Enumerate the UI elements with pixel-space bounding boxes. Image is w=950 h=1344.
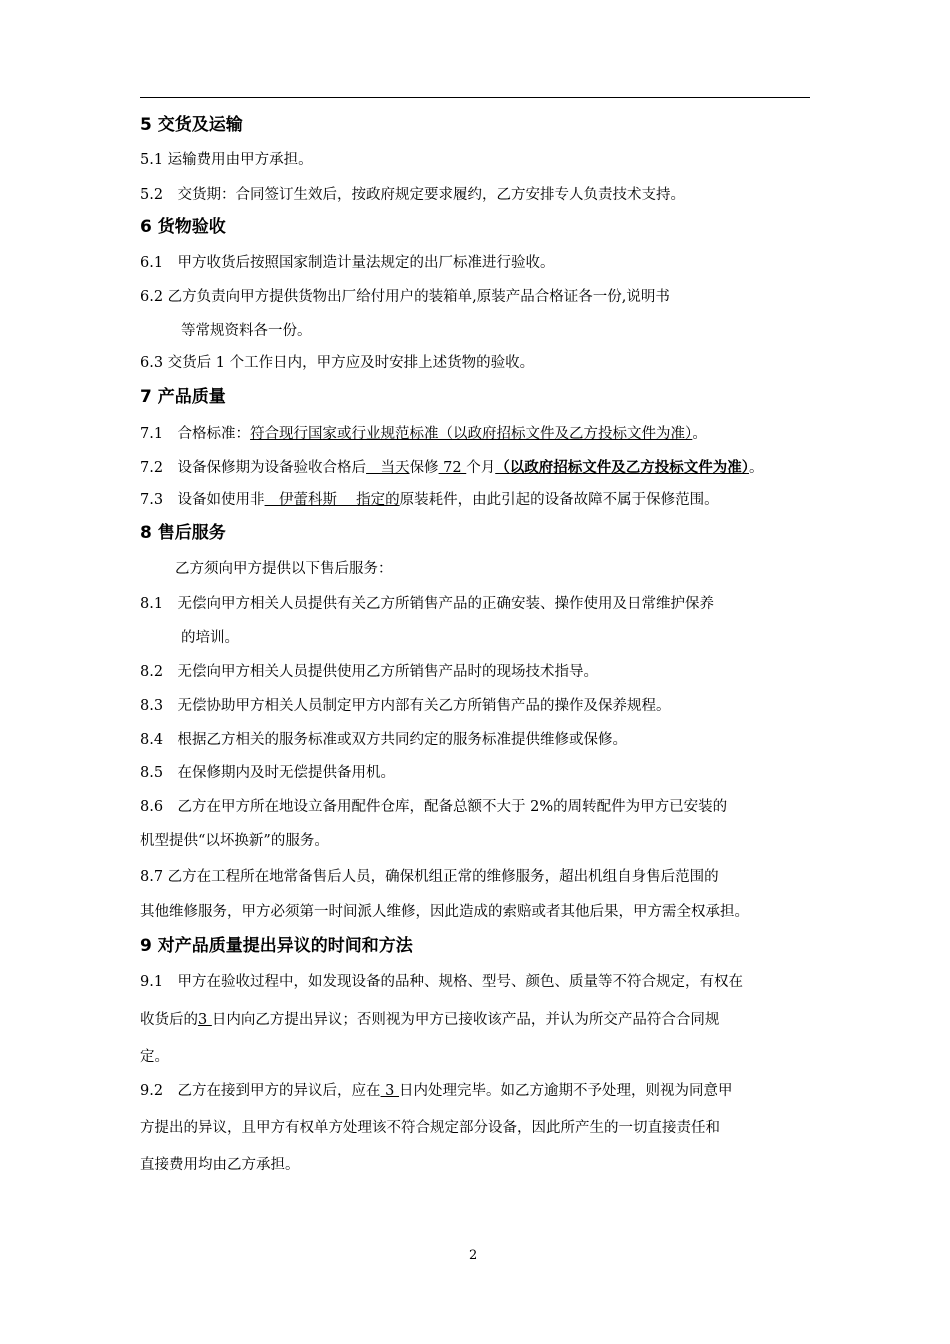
- section-5-title: 5 交货及运输: [140, 115, 243, 135]
- clause-7-2-end: 。: [748, 460, 764, 476]
- clause-6-2: 6.2 乙方负责向甲方提供货物出厂给付用户的装箱单,原装产品合格证各一份,说明书: [140, 289, 670, 305]
- clause-7-2-mid: 保修: [409, 460, 439, 476]
- clause-9-1-text-b: 日内向乙方提出异议；否则视为甲方已接收该产品，并认为所交产品符合合同规: [211, 1012, 720, 1028]
- clause-7-3-rest: 原装耗件，由此引起的设备故障不属于保修范围。: [399, 492, 719, 508]
- clause-9-1-text-a: 收货后的: [140, 1012, 198, 1028]
- section-8-title: 8 售后服务: [140, 523, 226, 543]
- clause-9-2-text-a: 9.2 乙方在接到甲方的异议后，应在: [140, 1083, 381, 1099]
- clause-8-1: 8.1 无偿向甲方相关人员提供有关乙方所销售产品的正确安装、操作使用及日常维护保养: [140, 596, 715, 612]
- header-rule: [140, 97, 810, 98]
- clause-9-1-end: 定。: [140, 1049, 169, 1065]
- quality-standard: 符合现行国家或行业规范标准（以政府招标文件及乙方投标文件为准）: [250, 426, 693, 442]
- clause-7-3-label: 7.3 设备如使用非: [140, 492, 265, 508]
- clause-6-1: 6.1 甲方收货后按照国家制造计量法规定的出厂标准进行验收。: [140, 255, 555, 271]
- clause-8-7-cont: 其他维修服务，甲方必须第一时间派人维修，因此造成的索赔或者其他后果，甲方需全权承担。: [140, 904, 749, 920]
- clause-8-6: 8.6 乙方在甲方所在地设立备用配件仓库，配备总额不大于 2%的周转配件为甲方已安装的: [140, 799, 728, 815]
- clause-8-2: 8.2 无偿向甲方相关人员提供使用乙方所销售产品时的现场技术指导。: [140, 664, 599, 680]
- clause-7-1-end: 。: [692, 426, 707, 442]
- warranty-basis: （以政府招标文件及乙方投标文件为准）: [495, 459, 749, 476]
- clause-8-6-cont: 机型提供“以坏换新”的服务。: [140, 833, 329, 849]
- clause-5-1: 5.1 运输费用由甲方承担。: [140, 152, 313, 168]
- section-9-title: 9 对产品质量提出异议的时间和方法: [140, 936, 413, 956]
- clause-9-2-end: 直接费用均由乙方承担。: [140, 1157, 300, 1173]
- clause-7-1-label: 7.1 合格标准：: [140, 426, 251, 442]
- processing-days: 3: [380, 1083, 400, 1099]
- section-7-title: 7 产品质量: [140, 387, 226, 407]
- clause-9-2-cont: 方提出的异议，且甲方有权单方处理该不符合规定部分设备，因此所产生的一切直接责任和: [140, 1120, 720, 1136]
- clause-8-3: 8.3 无偿协助甲方相关人员制定甲方内部有关乙方所销售产品的操作及保养规程。: [140, 698, 671, 714]
- clause-5-2: 5.2 交货期：合同签订生效后，按政府规定要求履约，乙方安排专人负责技术支持。: [140, 187, 686, 203]
- section-6-title: 6 货物验收: [140, 217, 226, 237]
- warranty-months: 72: [438, 460, 467, 476]
- clause-6-2-cont: 等常规资料各一份。: [181, 323, 312, 339]
- clause-7-2-unit: 个月: [466, 460, 496, 476]
- clause-9-1-cont: [140, 1010, 719, 1030]
- clause-9-2: [140, 1081, 733, 1101]
- clause-9-2-text-b: 日内处理完毕。如乙方逾期不予处理，则视为同意甲: [399, 1083, 733, 1099]
- clause-7-2-label: 7.2 设备保修期为设备验收合格后: [140, 460, 367, 476]
- page-number: 2: [469, 1248, 478, 1263]
- clause-9-1: 9.1 甲方在验收过程中，如发现设备的品种、规格、型号、颜色、质量等不符合规定，有权在: [140, 974, 744, 990]
- clause-6-3: 6.3 交货后 1 个工作日内，甲方应及时安排上述货物的验收。: [140, 355, 535, 371]
- clause-7-3: [140, 490, 719, 510]
- clause-8-5: 8.5 在保修期内及时无偿提供备用机。: [140, 765, 396, 781]
- clause-8-7: 8.7 乙方在工程所在地常备售后人员，确保机组正常的维修服务，超出机组自身售后范围的: [140, 869, 719, 885]
- clause-7-1: [140, 424, 707, 444]
- clause-7-2: [140, 458, 763, 478]
- objection-days: 3: [198, 1012, 212, 1028]
- section-8-intro: 乙方须向甲方提供以下售后服务：: [175, 561, 393, 577]
- clause-8-4: 8.4 根据乙方相关的服务标准或双方共同约定的服务标准提供维修或保修。: [140, 732, 628, 748]
- clause-8-1-cont: 的培训。: [181, 630, 239, 646]
- designated-brand: 伊蕾科斯 指定的: [264, 492, 400, 508]
- warranty-start: 当天: [366, 460, 410, 476]
